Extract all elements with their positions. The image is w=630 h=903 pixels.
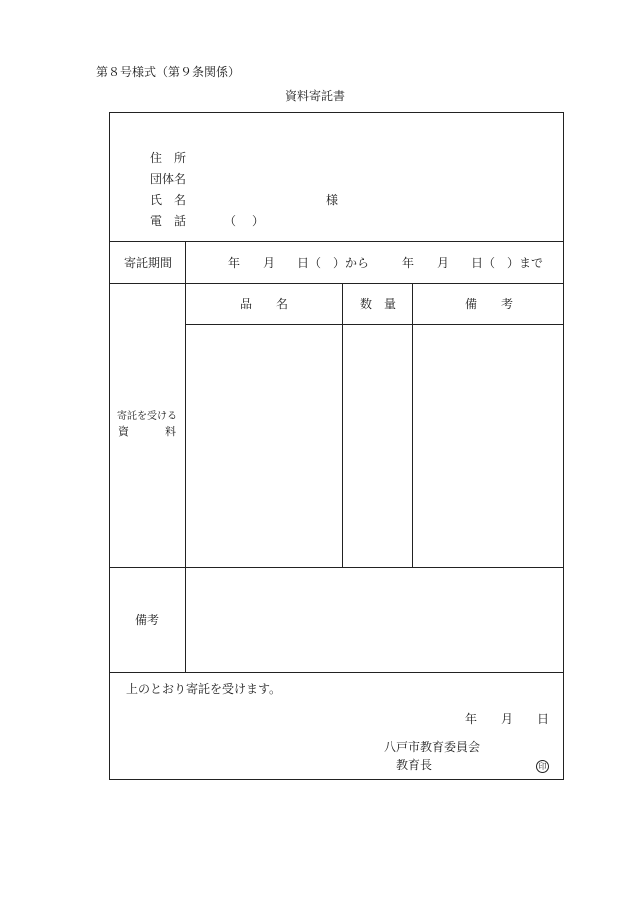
col-header-remarks: 備 考	[465, 297, 514, 311]
materials-label-line2-b: 料	[165, 425, 176, 438]
footer-date-month: 月	[501, 712, 514, 726]
period-start-day: 日（ ）から	[297, 256, 370, 270]
person-name-label: 氏 名	[150, 193, 187, 207]
col-header-item: 品 名	[240, 297, 289, 311]
divider-materials-bottom	[109, 567, 564, 568]
period-label: 寄託期間	[124, 256, 173, 270]
issuer-position: 教育長	[396, 758, 433, 772]
materials-label-line1: 寄託を受ける	[117, 411, 177, 422]
divider-applicant-bottom	[109, 241, 564, 242]
phone-paren-close: ）	[252, 214, 265, 228]
divider-period-bottom	[109, 283, 564, 284]
period-end-month: 月	[437, 256, 450, 270]
phone-label: 電 話	[150, 214, 187, 228]
divider-materials-header-bottom	[185, 324, 564, 325]
period-end-day: 日（ ）まで	[471, 256, 544, 270]
form-number: 第８号様式（第９条関係）	[96, 65, 241, 79]
divider-item-qty	[342, 283, 343, 567]
divider-qty-remarks	[412, 283, 413, 567]
group-name-label: 団体名	[150, 172, 187, 186]
form-title: 資料寄託書	[284, 89, 345, 103]
footer-date-day: 日	[537, 712, 550, 726]
period-start-year: 年	[228, 256, 241, 270]
seal-mark: 印	[536, 760, 549, 773]
phone-paren-open: （	[224, 214, 237, 228]
receipt-statement: 上のとおり寄託を受けます。	[126, 682, 282, 696]
divider-label-column	[185, 241, 186, 672]
col-header-quantity: 数 量	[360, 297, 397, 311]
divider-remarks-bottom	[109, 672, 564, 673]
footer-date-year: 年	[465, 712, 478, 726]
period-start-month: 月	[263, 256, 276, 270]
address-label: 住 所	[150, 151, 187, 165]
materials-label-line2-a: 資	[118, 425, 129, 438]
period-end-year: 年	[402, 256, 415, 270]
form-frame	[109, 112, 564, 780]
honorific: 様	[326, 193, 339, 207]
remarks-label: 備考	[135, 613, 160, 627]
issuer-organization: 八戸市教育委員会	[384, 740, 481, 754]
